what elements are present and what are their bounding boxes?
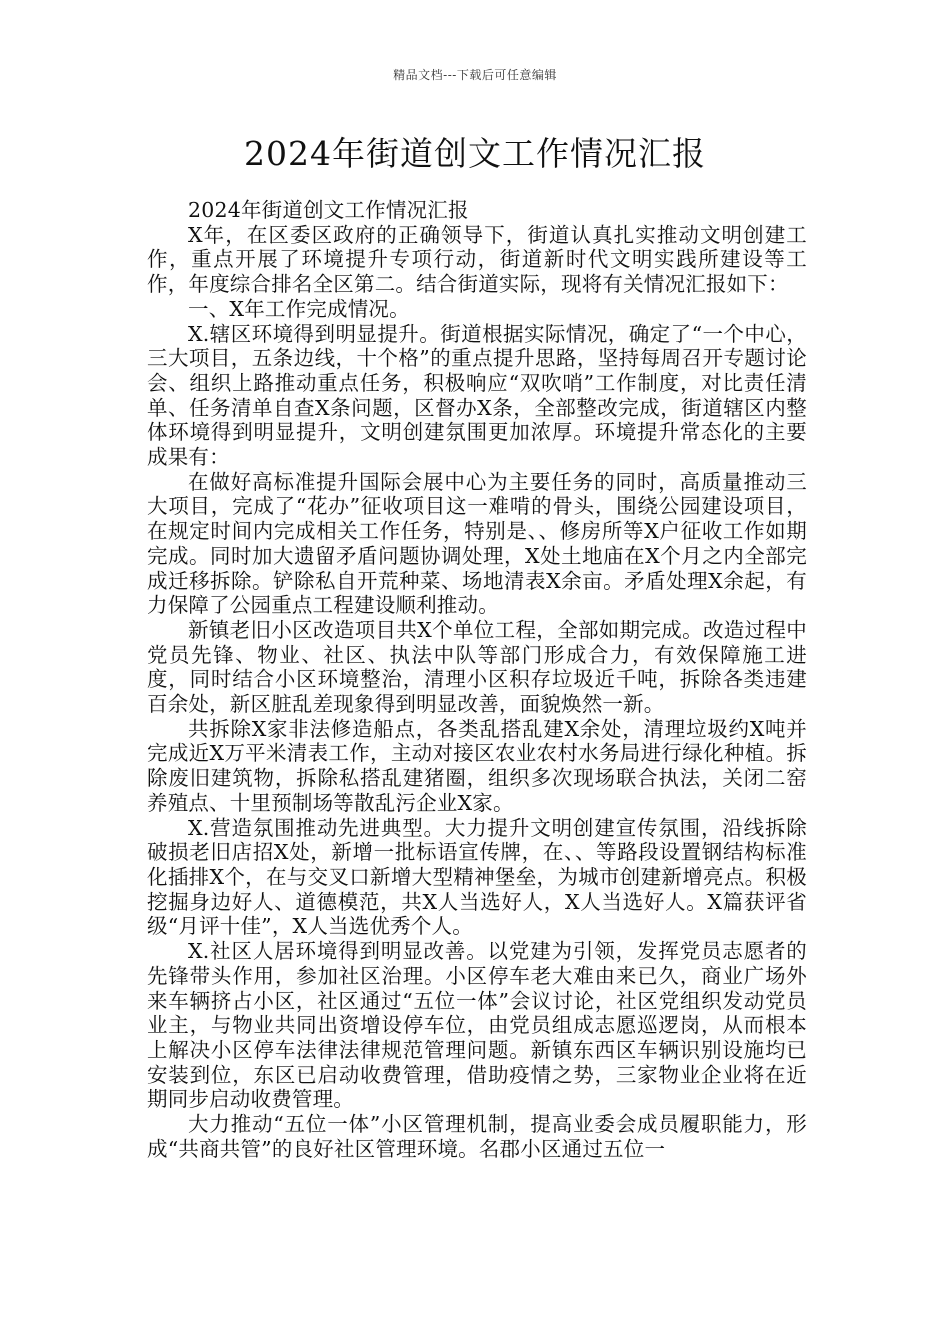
section-heading: 一、X年工作完成情况。 bbox=[188, 296, 410, 321]
body-paragraph: X.辖区环境得到明显提升。街道根据实际情况，确定了“一个中心，三大项目，五条边线，十个格”的重点提升思路，坚持每周召开专题讨论会、组织上路推动重点任务，积极响应“双吹哨”工作制度，对比责任清单、任务清单自查X条问题，区督办X条，全部整改完成，街道辖区内整体环境得到明显提升，文明创建氛围更加浓厚。环境提升常态化的主要成果有： bbox=[147, 321, 807, 470]
document-title: 2024年街道创文工作情况汇报 bbox=[244, 134, 706, 173]
body-paragraph: 大力推动“五位一体”小区管理机制，提高业委会成员履职能力，形成“共商共管”的良好社区管理环境。名郡小区通过五位一 bbox=[147, 1112, 807, 1161]
body-paragraph-intro: X年，在区委区政府的正确领导下，街道认真扎实推动文明创建工作，重点开展了环境提升专项行动，街道新时代文明实践所建设等工作，年度综合排名全区第二。结合街道实际，现将有关情况汇报如下： bbox=[147, 222, 807, 297]
body-paragraph: 新镇老旧小区改造项目共X个单位工程，全部如期完成。改造过程中党员先锋、物业、社区、执法中队等部门形成合力，有效保障施工进度，同时结合小区环境整治，清理小区积存垃圾近千吨，拆除各类违建百余处，新区脏乱差现象得到明显改善，面貌焕然一新。 bbox=[147, 617, 807, 717]
body-paragraph: X.营造氛围推动先进典型。大力提升文明创建宣传氛围，沿线拆除破损老旧店招X处，新增一批标语宣传牌，在、、等路段设置钢结构标准化插排X个，在与交叉口新增大型精神堡垒，为城市创建新增亮点。积极挖掘身边好人、道德模范，共X人当选好人，X人当选好人。X篇获评省级“月评十佳”，X人当选优秀个人。 bbox=[147, 815, 807, 939]
header-note: 精品文档---下载后可任意编辑 bbox=[393, 68, 557, 82]
body-paragraph: 共拆除X家非法修造船点，各类乱搭乱建X余处，清理垃圾约X吨并完成近X万平米清表工作，主动对接区农业农村水务局进行绿化种植。拆除废旧建筑物，拆除私搭乱建猪圈，组织多次现场联合执法，关闭二窑养殖点、十里预制场等散乱污企业X家。 bbox=[147, 716, 807, 815]
body-paragraph-subtitle: 2024年街道创文工作情况汇报 bbox=[188, 198, 469, 222]
document-body bbox=[147, 198, 807, 1161]
body-paragraph: 在做好高标准提升国际会展中心为主要任务的同时，高质量推动三大项目，完成了“花办”征收项目这一难啃的骨头，围绕公园建设项目，在规定时间内完成相关工作任务，特别是、、修房所等X户征收工作如期完成。同时加大遗留矛盾问题协调处理，X处土地庙在X个月之内全部完成迁移拆除。铲除私自开荒种菜、场地清表X余亩。矛盾处理X余起，有力保障了公园重点工程建设顺利推动。 bbox=[147, 469, 807, 618]
body-paragraph: X.社区人居环境得到明显改善。以党建为引领，发挥党员志愿者的先锋带头作用，参加社区治理。小区停车老大难由来已久，商业广场外来车辆挤占小区，社区通过“五位一体”会议讨论，社区党组织发动党员业主，与物业共同出资增设停车位，由党员组成志愿巡逻岗，从而根本上解决小区停车法律法律规范管理问题。新镇东西区车辆识别设施均已安装到位，东区已启动收费管理，借助疫情之势，三家物业企业将在近期同步启动收费管理。 bbox=[147, 939, 807, 1112]
